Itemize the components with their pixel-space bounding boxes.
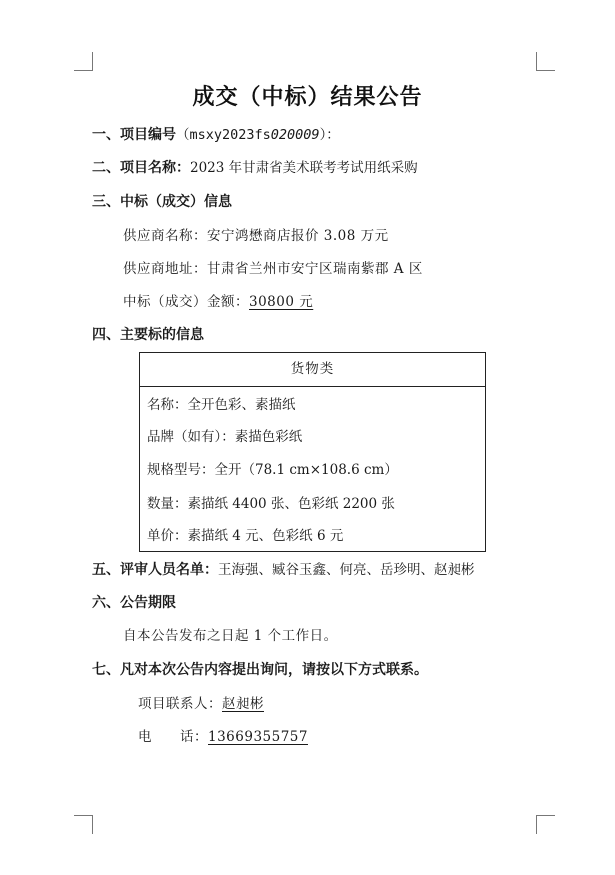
reviewers-label: 五、评审人员名单： [92, 562, 218, 578]
project-number-paren-open: （ [176, 127, 190, 143]
supplier-name-label: 供应商名称： [123, 228, 207, 244]
notice-period-value: 自本公告发布之日起 1 个工作日。 [123, 628, 338, 644]
supplier-name-line [123, 226, 389, 246]
goods-unit-price-row: 单价：素描纸 4 元、色彩纸 6 元 [147, 528, 344, 544]
contact-phone-value: 13669355757 [208, 729, 308, 745]
project-number-paren-close: ）： [319, 127, 340, 143]
crop-mark-bottom-right [536, 815, 555, 834]
project-name-value: 2023 年甘肃省美术联考考试用纸采购 [190, 160, 418, 176]
contact-person-line [138, 694, 264, 714]
project-name-label: 二、项目名称： [92, 160, 190, 176]
document-title: 成交（中标）结果公告 [192, 85, 423, 110]
goods-name-row: 名称：全开色彩、素描纸 [147, 397, 296, 413]
reviewers-value: 王海强、臧谷玉鑫、何亮、岳珍明、赵昶彬 [218, 562, 475, 578]
contact-phone-line [138, 727, 308, 747]
project-number-code-plain: msxy2023fs [189, 127, 271, 143]
supplier-address-label: 供应商地址： [123, 261, 207, 277]
goods-brand-row: 品牌（如有）：素描色彩纸 [147, 429, 303, 445]
project-number-label: 一、项目编号 [92, 127, 176, 143]
project-number-code-italic: 020009 [270, 127, 320, 143]
award-amount-value: 30800 元 [249, 294, 314, 310]
section-main-subject-heading: 四、主要标的信息 [92, 327, 204, 343]
project-number-code [190, 127, 320, 143]
goods-quantity-row: 数量：素描纸 4400 张、色彩纸 2200 张 [147, 496, 395, 512]
supplier-name-value: 安宁鸿懋商店报价 3.08 万元 [207, 228, 389, 244]
supplier-address-value: 甘肃省兰州市安宁区瑞南紫郡 A 区 [207, 261, 423, 277]
contact-person-value: 赵昶彬 [222, 696, 264, 712]
section-reviewers [92, 560, 475, 580]
supplier-address-line [123, 259, 423, 279]
award-amount-label: 中标（成交）金额： [123, 294, 249, 310]
goods-table [139, 352, 486, 552]
goods-spec-row: 规格型号：全开（78.1 cm×108.6 cm） [147, 462, 398, 478]
section-award-info-heading: 三、中标（成交）信息 [92, 194, 232, 210]
section-contact-heading: 七、凡对本次公告内容提出询问，请按以下方式联系。 [92, 662, 428, 678]
contact-phone-label: 电 话： [138, 729, 208, 745]
section-notice-period-heading: 六、公告期限 [92, 595, 176, 611]
section-project-name [92, 158, 418, 178]
contact-person-label: 项目联系人： [138, 696, 222, 712]
crop-mark-bottom-left [74, 815, 93, 834]
award-amount-line [123, 292, 313, 312]
crop-mark-top-right [536, 52, 555, 71]
goods-table-header: 货物类 [140, 353, 485, 387]
section-project-number [92, 125, 340, 145]
crop-mark-top-left [74, 52, 93, 71]
